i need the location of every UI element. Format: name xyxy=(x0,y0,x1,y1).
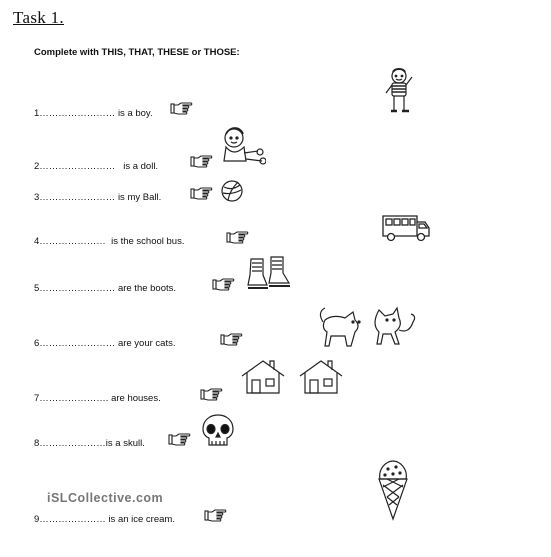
skull-icon xyxy=(200,413,236,449)
item-text: is a doll. xyxy=(123,161,159,172)
boots-icon xyxy=(245,255,293,293)
cats-icon xyxy=(317,302,427,350)
answer-blank: …………………… xyxy=(39,192,116,203)
answer-blank: ………………… xyxy=(39,514,106,525)
answer-blank: ………………… xyxy=(39,236,106,247)
answer-blank: …………………… xyxy=(39,283,116,294)
exercise-line-4 xyxy=(34,236,184,247)
pointing-hand-icon xyxy=(220,332,244,346)
item-number: 3 xyxy=(34,192,40,203)
item-number: 1 xyxy=(34,108,40,119)
ice-cream-icon xyxy=(376,459,410,521)
item-number: 4 xyxy=(34,236,40,247)
item-text: are your cats. xyxy=(117,338,176,349)
item-text: are houses. xyxy=(111,393,161,404)
item-text: are the boots. xyxy=(117,283,177,294)
exercise-line-7 xyxy=(34,393,161,404)
answer-blank: …………………… xyxy=(39,108,116,119)
answer-blank: …………………. xyxy=(39,393,109,404)
pointing-hand-icon xyxy=(204,508,228,522)
pointing-hand-icon xyxy=(168,432,192,446)
item-text: is the school bus. xyxy=(111,236,185,247)
exercise-line-8 xyxy=(34,438,145,449)
task-title: Task 1. xyxy=(13,8,64,27)
item-text: is an ice cream. xyxy=(108,514,175,525)
pointing-hand-icon xyxy=(190,154,214,168)
doll-icon xyxy=(218,126,266,168)
item-number: 8 xyxy=(34,438,40,449)
item-text: is a boy. xyxy=(117,108,153,119)
pointing-hand-icon xyxy=(170,101,194,115)
houses-icon xyxy=(240,358,348,396)
exercise-line-9 xyxy=(34,514,175,525)
exercise-line-5 xyxy=(34,283,176,294)
pointing-hand-icon xyxy=(212,277,236,291)
item-number: 9 xyxy=(34,514,40,525)
item-number: 6 xyxy=(34,338,40,349)
pointing-hand-icon xyxy=(190,186,214,200)
item-number: 2 xyxy=(34,161,40,172)
item-text: is a skull. xyxy=(105,438,145,449)
item-number: 7 xyxy=(34,393,40,404)
exercise-line-6 xyxy=(34,338,176,349)
item-number: 5 xyxy=(34,283,40,294)
pointing-hand-icon xyxy=(226,230,250,244)
bus-icon xyxy=(381,212,431,242)
pointing-hand-icon xyxy=(200,387,224,401)
ball-icon xyxy=(220,179,244,203)
answer-blank: …………………… xyxy=(39,338,116,349)
exercise-line-3 xyxy=(34,192,161,203)
watermark: iSLCollective.com xyxy=(47,491,164,505)
exercise-line-1 xyxy=(34,108,153,119)
exercise-line-2 xyxy=(34,161,158,172)
answer-blank: ………………… xyxy=(39,438,106,449)
boy-icon xyxy=(383,66,415,118)
answer-blank: …………………… xyxy=(39,161,116,172)
item-text: is my Ball. xyxy=(117,192,162,203)
instruction: Complete with THIS, THAT, THESE or THOSE: xyxy=(34,47,240,58)
